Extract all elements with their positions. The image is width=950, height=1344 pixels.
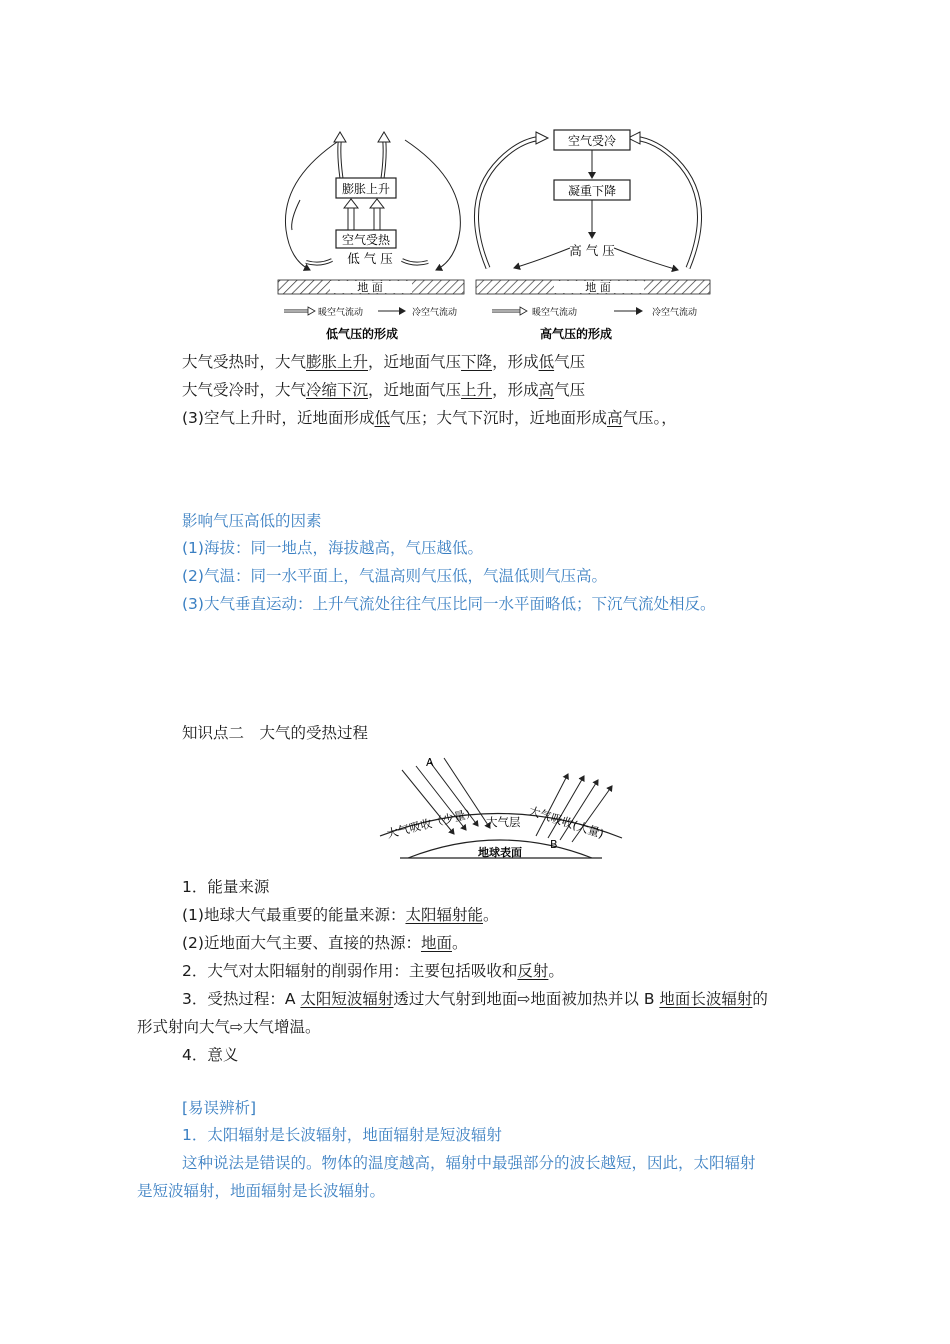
atmospheric-heating-diagram	[370, 752, 640, 870]
energy-source-direct: (2)近地面大气主要、直接的热源：地面。	[182, 934, 468, 952]
absorb-large-label: 大气吸收(大量)	[527, 803, 606, 841]
label-b: B	[550, 838, 558, 851]
factors-title: 影响气压高低的因素	[182, 512, 322, 530]
error-explanation-2: 是短波辐射，地面辐射是长波辐射。	[137, 1182, 386, 1200]
high-pressure-label: 高 气 压	[569, 243, 615, 258]
section-heading: 知识点二 大气的受热过程	[182, 724, 369, 742]
low-ground-label: 地 面	[357, 281, 383, 294]
low-legend-warm: 暖空气流动	[318, 308, 364, 318]
low-pressure-panel	[278, 132, 464, 341]
significance-heading: 4．意义	[182, 1046, 239, 1064]
low-box-top: 膨胀上升	[341, 182, 391, 196]
high-legend-cold: 冷空气流动	[652, 308, 698, 318]
energy-source-main: (1)地球大气最重要的能量来源：太阳辐射能。	[182, 906, 499, 924]
heating-process: 3．受热过程：A 太阳短波辐射透过大气射到地面⇨地面被加热并以 B 地面长波辐射的	[182, 990, 768, 1008]
high-pressure-caption: 高气压的形成	[539, 327, 613, 341]
low-pressure-caption: 低气压的形成	[325, 327, 399, 341]
pressure-formation-diagram	[270, 120, 720, 345]
error-item-1: 1．太阳辐射是长波辐射，地面辐射是短波辐射	[182, 1126, 502, 1144]
factor-vertical-motion: (3)大气垂直运动：上升气流处往往气压比同一水平面略低；下沉气流处相反。	[182, 595, 716, 613]
error-analysis-title: [易误辨析]	[182, 1099, 257, 1117]
energy-source-heading: 1．能量来源	[182, 878, 270, 896]
high-ground-label: 地 面	[585, 281, 611, 294]
factor-altitude: (1)海拔：同一地点，海拔越高，气压越低。	[182, 539, 483, 557]
low-box-bottom: 空气受热	[341, 233, 391, 247]
earth-surface-label: 地球表面	[478, 846, 522, 859]
heating-process-cont: 形式射向大气⇨大气增温。	[137, 1018, 321, 1036]
cooling-line: 大气受冷时，大气冷缩下沉，近地面气压上升，形成高气压	[182, 381, 586, 399]
absorb-small-label: 大气吸收（少量）	[385, 805, 478, 841]
factor-temperature: (2)气温：同一水平面上，气温高则气压低，气温低则气压高。	[182, 567, 607, 585]
air-motion-line: (3)空气上升时，近地面形成低气压；大气下沉时，近地面形成高气压。，	[182, 409, 677, 427]
high-legend-warm: 暖空气流动	[532, 308, 578, 318]
heating-line: 大气受热时，大气膨胀上升，近地面气压下降，形成低气压	[182, 353, 586, 371]
weakening-effect: 2．大气对太阳辐射的削弱作用：主要包括吸收和反射。	[182, 962, 564, 980]
error-explanation-1: 这种说法是错误的。物体的温度越高，辐射中最强部分的波长越短，因此，太阳辐射	[182, 1154, 756, 1172]
high-box-top: 空气受冷	[567, 134, 617, 148]
low-legend-cold: 冷空气流动	[412, 308, 458, 318]
high-pressure-panel	[476, 130, 710, 341]
label-a: A	[426, 756, 434, 769]
atmosphere-label: 大气层	[486, 815, 521, 829]
low-pressure-label: 低 气 压	[347, 251, 393, 266]
high-box-bottom: 凝重下降	[567, 184, 617, 198]
